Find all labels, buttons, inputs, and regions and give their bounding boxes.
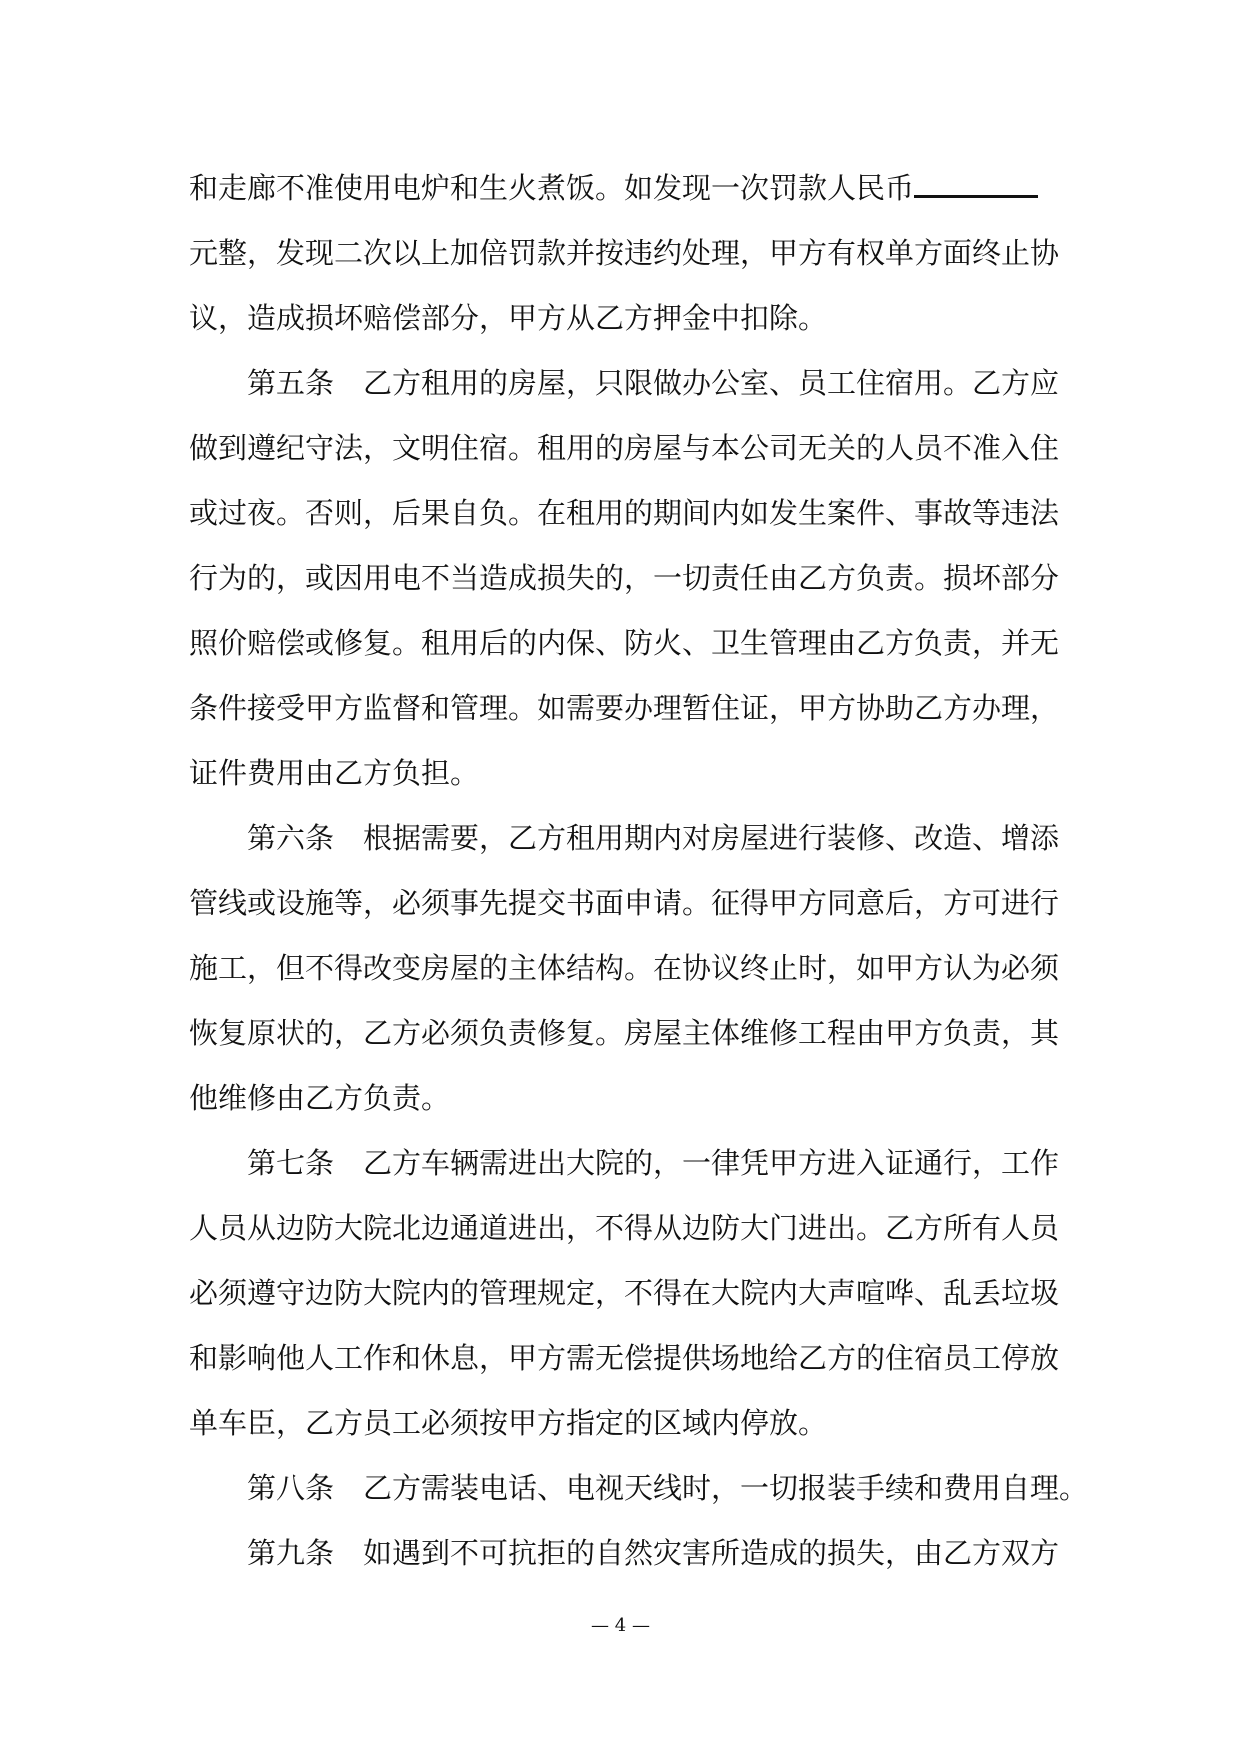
text-line: 证件费用由乙方负担。 xyxy=(189,756,480,790)
article-7 xyxy=(189,1131,1059,1456)
text-line: 他维修由乙方负责。 xyxy=(189,1081,451,1115)
article-heading-line: 第五条 乙方租用的房屋，只限做办公室、员工住宿用。乙方应 xyxy=(247,366,1060,400)
article-8 xyxy=(189,1456,1089,1521)
page-number: — 4 — xyxy=(591,1615,650,1636)
document-body xyxy=(189,156,1089,1586)
article-heading-line: 第九条 如遇到不可抗拒的自然灾害所造成的损失，由乙方双方 xyxy=(247,1536,1060,1570)
fill-in-blank xyxy=(914,195,1038,198)
text-line: 行为的，或因用电不当造成损失的，一切责任由乙方负责。损坏部分 xyxy=(189,561,1060,595)
text-line: 管线或设施等，必须事先提交书面申请。征得甲方同意后，方可进行 xyxy=(189,886,1060,920)
text-line: 和走廊不准使用电炉和生火煮饭。如发现一次罚款人民币 xyxy=(189,156,1059,221)
article-5 xyxy=(189,351,1059,806)
paragraph-continuation xyxy=(189,156,1059,351)
text-line: 元整，发现二次以上加倍罚款并按违约处理，甲方有权单方面终止协 xyxy=(189,236,1060,270)
text-line: 照价赔偿或修复。租用后的内保、防火、卫生管理由乙方负责，并无 xyxy=(189,626,1060,660)
article-heading-line: 第八条 乙方需装电话、电视天线时，一切报装手续和费用自理。 xyxy=(247,1471,1089,1505)
article-heading-line: 第七条 乙方车辆需进出大院的，一律凭甲方进入证通行，工作 xyxy=(247,1146,1060,1180)
article-9 xyxy=(189,1521,1059,1586)
article-6 xyxy=(189,806,1059,1131)
text-line: 单车臣，乙方员工必须按甲方指定的区域内停放。 xyxy=(189,1406,828,1440)
text-line: 恢复原状的，乙方必须负责修复。房屋主体维修工程由甲方负责，其 xyxy=(189,1016,1060,1050)
text-line: 人员从边防大院北边通道进出，不得从边防大门进出。乙方所有人员 xyxy=(189,1211,1060,1245)
text-line: 做到遵纪守法，文明住宿。租用的房屋与本公司无关的人员不准入住 xyxy=(189,431,1060,465)
text-line: 施工，但不得改变房屋的主体结构。在协议终止时，如甲方认为必须 xyxy=(189,951,1060,985)
text-line: 和影响他人工作和休息，甲方需无偿提供场地给乙方的住宿员工停放 xyxy=(189,1341,1060,1375)
text-line: 条件接受甲方监督和管理。如需要办理暂住证，甲方协助乙方办理， xyxy=(189,691,1060,725)
article-heading-line: 第六条 根据需要，乙方租用期内对房屋进行装修、改造、增添 xyxy=(247,821,1060,855)
text-line: 议，造成损坏赔偿部分，甲方从乙方押金中扣除。 xyxy=(189,301,828,335)
text-line: 或过夜。否则，后果自负。在租用的期间内如发生案件、事故等违法 xyxy=(189,496,1060,530)
text-line: 必须遵守边防大院内的管理规定，不得在大院内大声喧哗、乱丢垃圾 xyxy=(189,1276,1060,1310)
